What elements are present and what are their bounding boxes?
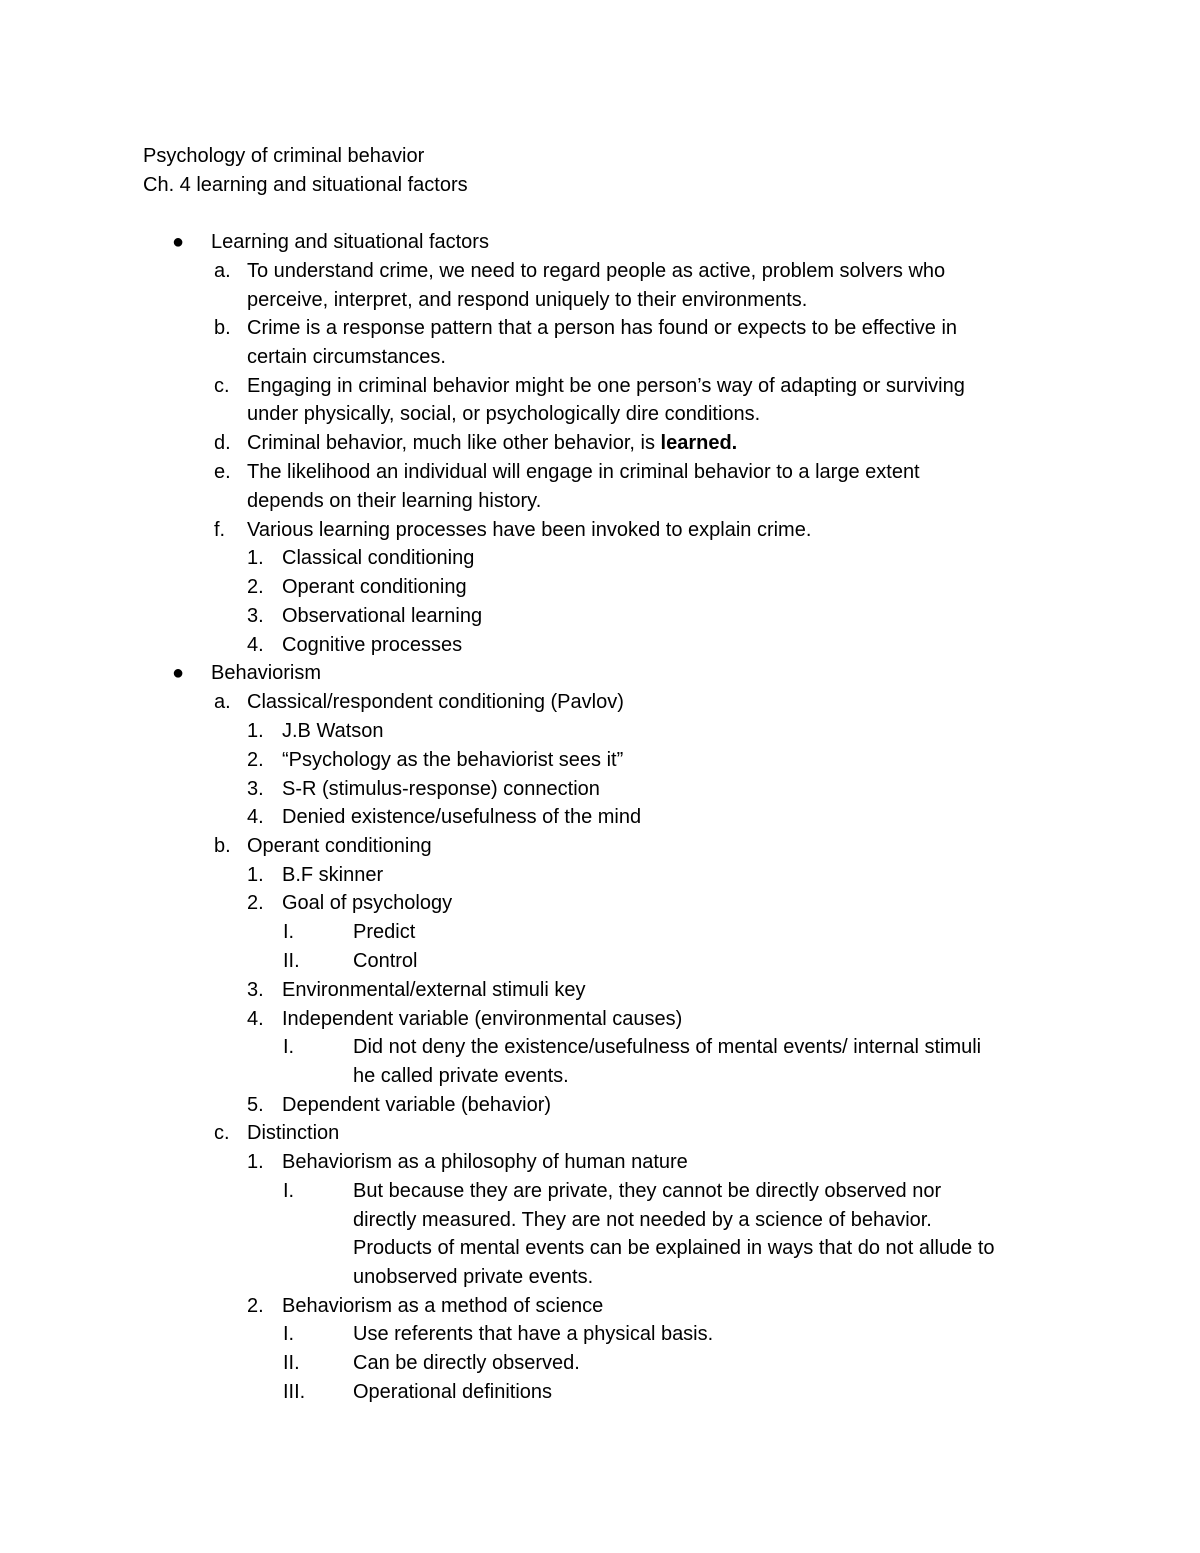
list-text-normal: Criminal behavior, much like other behavior, is xyxy=(247,432,661,454)
list-text: The likelihood an individual will engage in criminal behavior to a large extent xyxy=(247,461,920,483)
list-text: Products of mental events can be explained in ways that do not allude to xyxy=(353,1237,995,1259)
list-text: Control xyxy=(353,950,418,972)
list-text: Dependent variable (behavior) xyxy=(282,1094,552,1116)
list-text: But because they are private, they cannot be directly observed nor xyxy=(353,1180,942,1202)
list-text: To understand crime, we need to regard people as active, problem solvers who xyxy=(247,260,946,282)
list-text: Operational definitions xyxy=(353,1381,553,1403)
bullet-icon: ● xyxy=(172,231,185,253)
list-text: Use referents that have a physical basis. xyxy=(353,1323,714,1345)
list-text: under physically, social, or psychologically dire conditions. xyxy=(247,403,761,425)
list-marker: c. xyxy=(214,375,230,397)
list-marker: 1. xyxy=(247,720,264,742)
list-marker: b. xyxy=(214,317,231,339)
list-text: Can be directly observed. xyxy=(353,1352,580,1374)
list-marker: I. xyxy=(283,1036,295,1058)
list-text: certain circumstances. xyxy=(247,346,446,368)
list-marker: 4. xyxy=(247,634,264,656)
list-marker: II. xyxy=(283,950,300,972)
list-marker: 3. xyxy=(247,778,264,800)
list-text: Predict xyxy=(353,921,416,943)
list-marker: e. xyxy=(214,461,231,483)
list-text: Classical conditioning xyxy=(282,547,475,569)
list-text: unobserved private events. xyxy=(353,1266,594,1288)
list-marker: 2. xyxy=(247,576,264,598)
list-text: Behaviorism as a method of science xyxy=(282,1295,604,1317)
bold-term: learned. xyxy=(660,432,738,454)
list-marker: 5. xyxy=(247,1094,264,1116)
list-marker: b. xyxy=(214,835,231,857)
list-text: S-R (stimulus-response) connection xyxy=(282,778,600,800)
list-text: Observational learning xyxy=(282,605,483,627)
list-text: Independent variable (environmental causes) xyxy=(282,1008,683,1030)
list-text: Denied existence/usefulness of the mind xyxy=(282,806,642,828)
list-text: Operant conditioning xyxy=(247,835,432,857)
list-text: Engaging in criminal behavior might be one person’s way of adapting or surviving xyxy=(247,375,965,397)
list-text: “Psychology as the behaviorist sees it” xyxy=(282,749,624,771)
list-text: B.F skinner xyxy=(282,864,384,886)
list-text: he called private events. xyxy=(353,1065,569,1087)
list-marker: 2. xyxy=(247,1295,264,1317)
list-marker: 4. xyxy=(247,806,264,828)
list-marker: 3. xyxy=(247,979,264,1001)
list-marker: c. xyxy=(214,1122,230,1144)
section-heading-text: Behaviorism xyxy=(211,662,322,684)
list-text: Operant conditioning xyxy=(282,576,467,598)
list-text: Goal of psychology xyxy=(282,892,453,914)
list-marker: 1. xyxy=(247,1151,264,1173)
list-text: Behaviorism as a philosophy of human nature xyxy=(282,1151,688,1173)
list-text: directly measured. They are not needed by a science of behavior. xyxy=(353,1209,932,1231)
list-marker: 1. xyxy=(247,547,264,569)
list-text: Crime is a response pattern that a person has found or expects to be effective in xyxy=(247,317,958,339)
list-text: depends on their learning history. xyxy=(247,490,542,512)
list-marker: 2. xyxy=(247,892,264,914)
list-marker: a. xyxy=(214,691,231,713)
list-marker: I. xyxy=(283,1180,295,1202)
list-marker: d. xyxy=(214,432,231,454)
list-marker: 3. xyxy=(247,605,264,627)
list-text: Environmental/external stimuli key xyxy=(282,979,586,1001)
title-text: Psychology of criminal behavior xyxy=(143,145,425,167)
list-marker: a. xyxy=(214,260,231,282)
list-text: Distinction xyxy=(247,1122,340,1144)
list-marker: I. xyxy=(283,921,295,943)
section-heading-text: Learning and situational factors xyxy=(211,231,489,253)
bullet-icon: ● xyxy=(172,662,185,684)
list-marker: I. xyxy=(283,1323,295,1345)
list-marker: II. xyxy=(283,1352,300,1374)
list-text: Did not deny the existence/usefulness of mental events/ internal stimuli xyxy=(353,1036,982,1058)
subtitle-text: Ch. 4 learning and situational factors xyxy=(143,174,468,196)
list-text: Cognitive processes xyxy=(282,634,463,656)
list-text: perceive, interpret, and respond uniquely to their environments. xyxy=(247,289,808,311)
list-marker: 2. xyxy=(247,749,264,771)
list-text: Classical/respondent conditioning (Pavlov) xyxy=(247,691,624,713)
list-marker: 1. xyxy=(247,864,264,886)
list-text: J.B Watson xyxy=(282,720,384,742)
list-marker: III. xyxy=(283,1381,306,1403)
list-text: Various learning processes have been invoked to explain crime. xyxy=(247,519,812,541)
list-text xyxy=(247,430,737,456)
list-marker: f. xyxy=(214,519,226,541)
list-marker: 4. xyxy=(247,1008,264,1030)
